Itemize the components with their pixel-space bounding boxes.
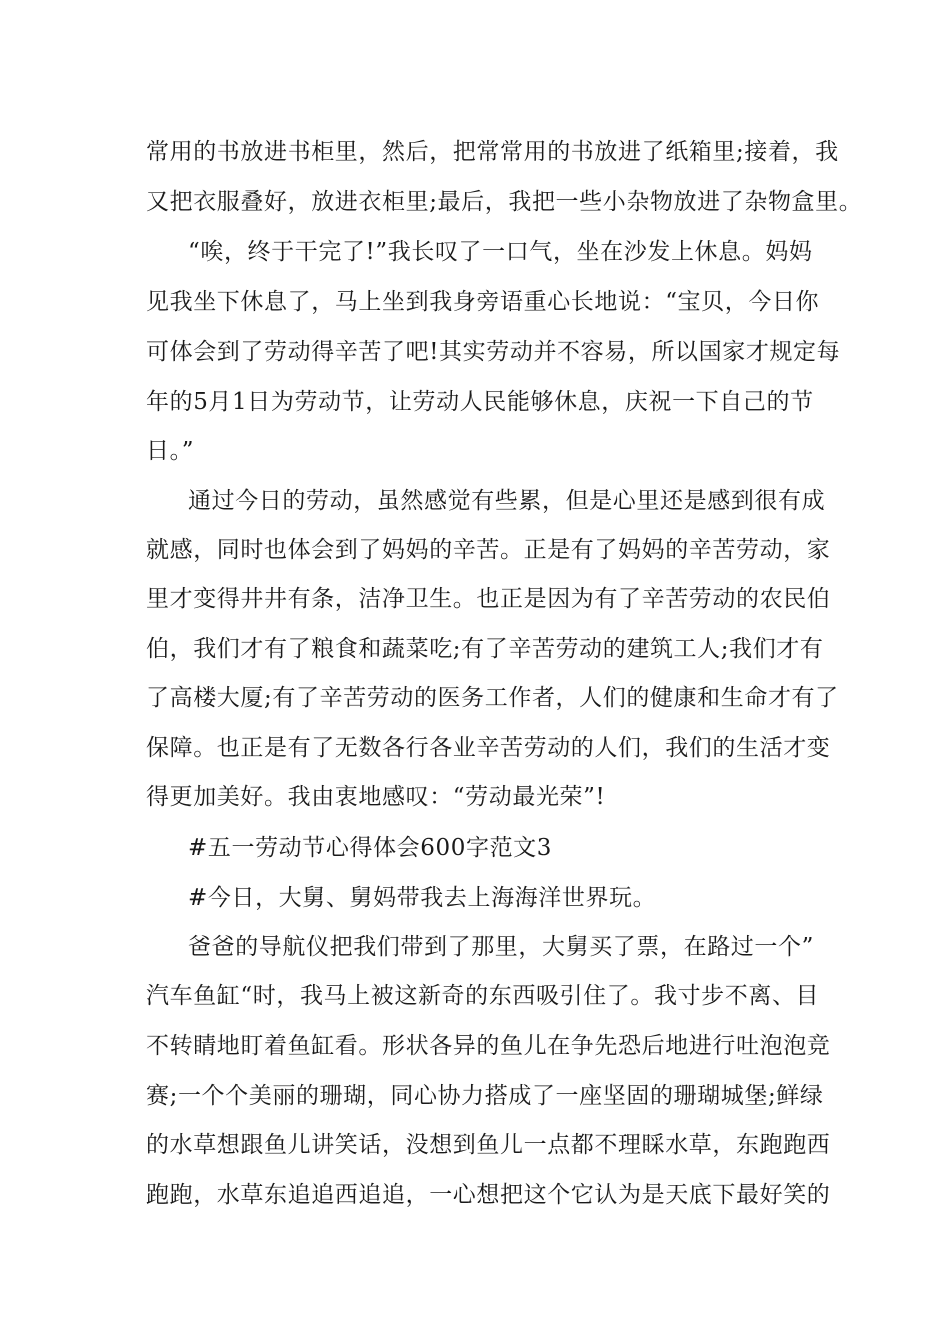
text-line: 日。”	[146, 438, 195, 464]
paragraph-start: “唉，终于干完了!”我长叹了一口气，坐在沙发上休息。妈妈	[188, 239, 813, 265]
text-line: 见我坐下休息了，马上坐到我身旁语重心长地说：“宝贝，今日你	[146, 289, 820, 315]
section-heading: #五一劳动节心得体会600字范文3	[188, 835, 553, 861]
text-line: 跑跑，水草东追追西追追，一心想把这个它认为是天底下最好笑的	[146, 1182, 831, 1208]
text-line: 常用的书放进书柜里，然后，把常常用的书放进了纸箱里;接着，我	[146, 139, 839, 165]
text-line: 就感，同时也体会到了妈妈的辛苦。正是有了妈妈的辛苦劳动，家	[146, 537, 831, 563]
paragraph-start: #今日，大舅、舅妈带我去上海海洋世界玩。	[188, 885, 657, 911]
text-line: 伯，我们才有了粮食和蔬菜吃;有了辛苦劳动的建筑工人;我们才有	[146, 636, 824, 662]
paragraph-start: 通过今日的劳动，虽然感觉有些累，但是心里还是感到很有成	[188, 488, 826, 514]
text-line: 里才变得井井有条，洁净卫生。也正是因为有了辛苦劳动的农民伯	[146, 586, 831, 612]
text-line: 可体会到了劳动得辛苦了吧!其实劳动并不容易，所以国家才规定每	[146, 339, 841, 365]
text-line: 了高楼大厦;有了辛苦劳动的医务工作者，人们的健康和生命才有了	[146, 685, 839, 711]
paragraph-start: 爸爸的导航仪把我们带到了那里，大舅买了票，在路过一个”	[188, 934, 814, 960]
text-line: 又把衣服叠好，放进衣柜里;最后，我把一些小杂物放进了杂物盒里。	[146, 189, 863, 215]
text-line: 赛;一个个美丽的珊瑚，同心协力搭成了一座坚固的珊瑚城堡;鲜绿	[146, 1083, 824, 1109]
text-line: 汽车鱼缸“时，我马上被这新奇的东西吸引住了。我寸步不离、目	[146, 983, 820, 1009]
text-line: 的水草想跟鱼儿讲笑话，没想到鱼儿一点都不理睬水草，东跑跑西	[146, 1132, 831, 1158]
text-line: 得更加美好。我由衷地感叹：“劳动最光荣”!	[146, 784, 606, 810]
text-line: 保障。也正是有了无数各行各业辛苦劳动的人们，我们的生活才变	[146, 735, 831, 761]
text-line: 不转睛地盯着鱼缸看。形状各异的鱼儿在争先恐后地进行吐泡泡竞	[146, 1033, 831, 1059]
text-line: 年的5月1日为劳动节，让劳动人民能够休息，庆祝一下自己的节	[146, 389, 814, 415]
